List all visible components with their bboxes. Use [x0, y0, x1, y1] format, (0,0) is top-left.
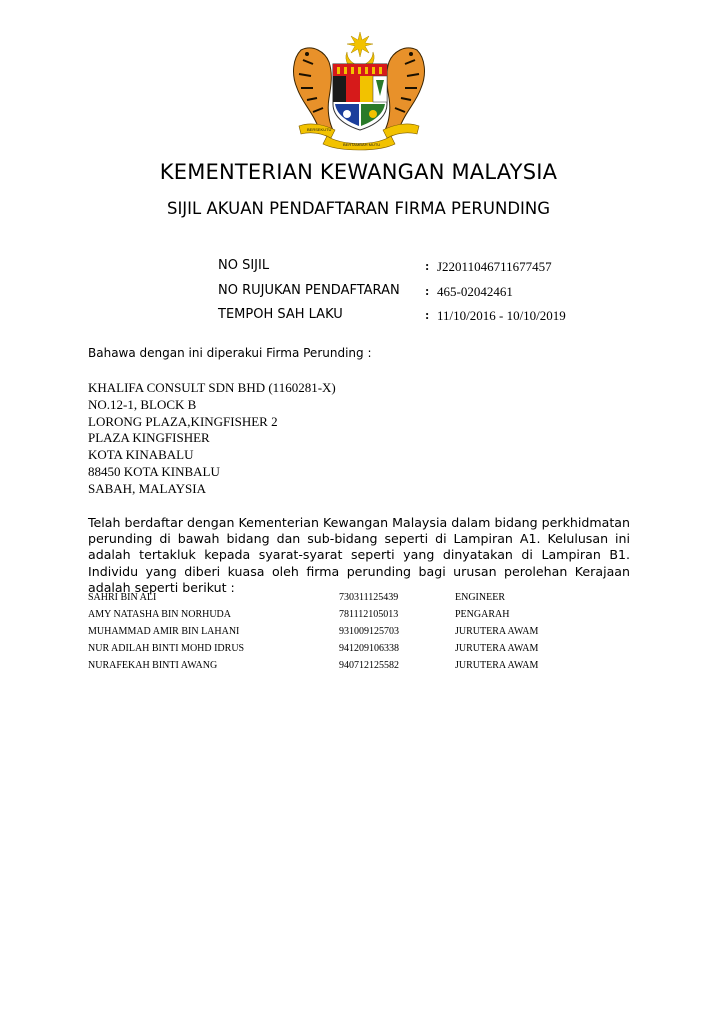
firm-address [88, 380, 336, 498]
person-role: JURUTERA AWAM [455, 660, 539, 671]
info-label: TEMPOH SAH LAKU [218, 307, 343, 322]
address-line: KOTA KINABALU [88, 447, 194, 463]
info-row-tempoh [218, 307, 638, 332]
address-line: 88450 KOTA KINBALU [88, 463, 220, 479]
info-colon: : [425, 282, 430, 298]
list-item [88, 643, 608, 660]
address-line: NO.12-1, BLOCK B [88, 396, 197, 412]
intro-text: Bahawa dengan ini diperakui Firma Perunding : [88, 346, 372, 360]
authorized-persons-list [88, 592, 608, 677]
info-label: NO RUJUKAN PENDAFTARAN [218, 282, 400, 298]
info-label: NO SIJIL [218, 258, 270, 273]
person-name: MUHAMMAD AMIR BIN LAHANI [88, 626, 240, 637]
ministry-title: KEMENTERIAN KEWANGAN MALAYSIA [159, 160, 558, 184]
info-colon: : [425, 307, 430, 322]
list-item [88, 626, 608, 643]
list-item [88, 660, 608, 677]
scroll-left-text: BERSEKUTU [307, 127, 332, 132]
info-row-no-sijil [218, 258, 638, 283]
person-ic: 940712125582 [339, 660, 399, 671]
registration-paragraph: Telah berdaftar dengan Kementerian Kewangan Malaysia dalam bidang perkhidmatan perunding di bawah bidang dan sub-bidang seperti di Lampiran A1. Kelulusan ini adalah tertakluk kepada syarat-syarat seperti yang dinyatakan di Lampiran B1. Individu yang diberi kuasa oleh firma perunding bagi urusan perolehan Kerajaan adalah seperti berikut : [88, 515, 630, 595]
person-name: NUR ADILAH BINTI MOHD IDRUS [88, 643, 245, 654]
address-line: PLAZA KINGFISHER [88, 430, 210, 446]
person-ic: 730311125439 [339, 592, 399, 603]
person-role: ENGINEER [455, 592, 505, 603]
scroll-bottom-text: BERTAMBAH MUTU [343, 142, 381, 147]
info-value: J22011046711677457 [437, 259, 552, 274]
person-ic: 781112105013 [339, 609, 399, 620]
info-colon: : [425, 258, 430, 273]
person-name: SAHRI BIN ALI [88, 592, 157, 603]
person-ic: 941209106338 [339, 643, 399, 654]
list-item [88, 592, 608, 609]
address-line: LORONG PLAZA,KINGFISHER 2 [88, 413, 278, 429]
person-role: PENGARAH [455, 609, 510, 620]
list-item [88, 609, 608, 626]
person-ic: 931009125703 [339, 626, 399, 637]
certificate-info [218, 258, 638, 332]
person-role: JURUTERA AWAM [455, 643, 539, 654]
info-value: 11/10/2016 - 10/10/2019 [437, 308, 566, 323]
person-role: JURUTERA AWAM [455, 626, 539, 637]
firm-name: KHALIFA CONSULT SDN BHD (1160281-X) [88, 380, 336, 395]
certificate-title: SIJIL AKUAN PENDAFTARAN FIRMA PERUNDING [166, 199, 551, 218]
malaysia-coat-of-arms-icon [283, 30, 435, 152]
person-name: AMY NATASHA BIN NORHUDA [88, 609, 232, 620]
person-name: NURAFEKAH BINTI AWANG [88, 660, 218, 671]
info-row-no-rujukan [218, 283, 638, 308]
info-value: 465-02042461 [437, 283, 513, 299]
address-line: SABAH, MALAYSIA [88, 480, 206, 496]
